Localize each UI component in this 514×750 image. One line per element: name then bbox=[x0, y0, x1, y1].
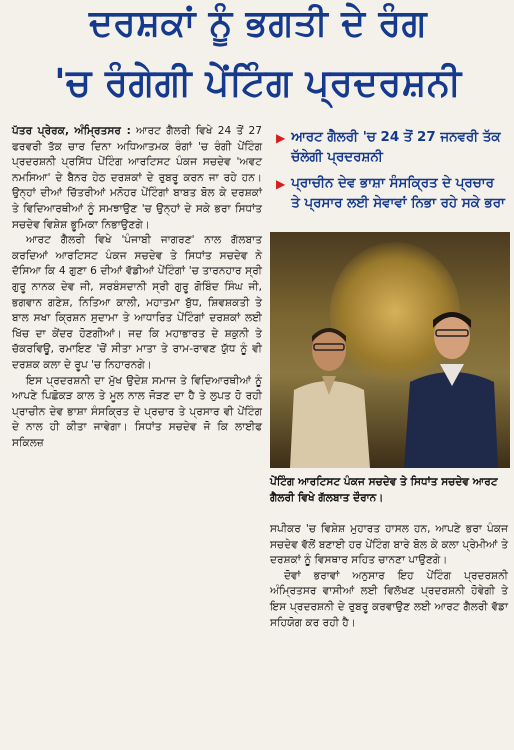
highlight-text: ਪ੍ਰਾਚੀਨ ਦੇਵ ਭਾਸ਼ਾ ਸੰਸਕ੍ਰਿਤ ਦੇ ਪ੍ਰਚਾਰ ਤੇ ਪ੍ਰਸਾਰ ਲਈ ਸੇਵਾਵਾਂ ਨਿਭਾ ਰਹੇ ਸਕੇ ਭਰਾ bbox=[291, 176, 505, 211]
person-left-figure bbox=[284, 320, 374, 468]
photo-caption: ਪੇਂਟਿੰਗ ਆਰਟਿਸਟ ਪੰਕਜ ਸਚਦੇਵ ਤੇ ਸਿਧਾਂਤ ਸਚਦੇਵ ਆਰਟ ਗੈਲਰੀ ਵਿਖੇ ਗੱਲਬਾਤ ਦੌਰਾਨ। bbox=[270, 476, 498, 504]
highlight-text: ਆਰਟ ਗੈਲਰੀ 'ਚ 24 ਤੋਂ 27 ਜਨਵਰੀ ਤੱਕ ਚੱਲੇਗੀ ਪ੍ਰਦਰਸ਼ਨੀ bbox=[291, 130, 501, 165]
triangle-bullet-icon: ▶ bbox=[276, 177, 286, 191]
person-right-figure bbox=[400, 302, 500, 468]
article-paragraph: ਆਰਟ ਗੈਲਰੀ ਵਿਖੇ 'ਪੰਜਾਬੀ ਜਾਗਰਣ' ਨਾਲ ਗੱਲਬਾਤ ਕਰਦਿਆਂ ਆਰਟਿਸਟ ਪੰਕਜ ਸਚਦੇਵ ਤੇ ਸਿਧਾਂਤ ਸਚਦੇਵ ਨੇ ਦੱਸਿਆ ਕਿ 4 ਗੁਣਾ 6 ਦੀਆਂ ਵੱਡੀਆਂ ਪੇਂਟਿੰਗਾਂ 'ਚ ਤਾਰਨਹਾਰ ਸ੍ਰੀ ਗੁਰੂ ਨਾਨਕ ਦੇਵ ਜੀ, ਸਰਬੰਸਦਾਨੀ ਸ੍ਰੀ ਗੁਰੂ ਗੋਬਿੰਦ ਸਿੰਘ ਜੀ, ਭਗਵਾਨ ਗਣੇਸ਼, ਨਿਤਿਆ ਕਾਲੀ, ਮਹਾਤਮਾ ਬੁੱਧ, ਸ਼ਿਵਸ਼ਕਤੀ ਤੇ ਬਾਲ ਸਖਾ ਕ੍ਰਿਸ਼ਨ ਸੁਦਾਮਾ ਤੇ ਆਧਾਰਿਤ ਪੇਂਟਿੰਗਾਂ ਦਰਸ਼ਕਾਂ ਲਈ ਖਿੱਚ ਦਾ ਕੇਂਦਰ ਹੋਣਗੀਆਂ। ਜਦ ਕਿ ਮਹਾਭਾਰਤ ਦੇ ਸ਼ਕੁਨੀ ਤੇ ਚੱਕਰਵਿਊ, ਰਮਾਇਣ 'ਚੋਂ ਸੀਤਾ ਮਾਤਾ ਤੇ ਰਾਮ-ਰਾਵਣ ਯੁੱਧ ਨੂੰ ਵੀ ਦਰਸ਼ਕ ਕਲਾ ਦੇ ਰੂਪ 'ਚ ਨਿਹਾਰਨਗੇ। bbox=[12, 234, 262, 371]
highlights-box bbox=[276, 128, 506, 220]
article-paragraph: ਦੋਵਾਂ ਭਰਾਵਾਂ ਅਨੁਸਾਰ ਇਹ ਪੇਂਟਿੰਗ ਪ੍ਰਦਰਸ਼ਨੀ ਅੰਮ੍ਰਿਤਸਰ ਵਾਸੀਆਂ ਲਈ ਵਿਲੱਖਣ ਪ੍ਰਦਰਸ਼ਨੀ ਹੋਵੇਗੀ ਤੇ ਇਸ ਪ੍ਰਦਰਸ਼ਨੀ ਦੇ ਰੁਬਰੂ ਕਰਵਾਉਣ ਲਈ ਆਰਟ ਗੈਲਰੀ ਵੱਡਾ ਸਹਿਯੋਗ ਕਰ ਰਹੀ ਹੈ। bbox=[270, 569, 508, 629]
article-column-right bbox=[270, 522, 508, 631]
headline-line-1: ਦਰਸ਼ਕਾਂ ਨੂੰ ਭਗਤੀ ਦੇ ਰੰਗ bbox=[88, 3, 428, 44]
headline-line-2: 'ਚ ਰੰਗੇਗੀ ਪੇਂਟਿੰਗ ਪ੍ਰਦਰਸ਼ਨੀ bbox=[54, 61, 462, 104]
dateline: ਪੱਤਰ ਪ੍ਰੇਰਕ, ਅੰਮ੍ਰਿਤਸਰ : bbox=[12, 125, 131, 137]
article-paragraph: ਸਪੀਕਰ 'ਚ ਵਿਸ਼ੇਸ਼ ਮੁਹਾਰਤ ਹਾਸਲ ਹਨ, ਆਪਣੇ ਭਰਾ ਪੰਕਜ ਸਚਦੇਵ ਵੱਲੋਂ ਬਣਾਈ ਹਰ ਪੇਂਟਿੰਗ ਬਾਰੇ ਬੋਲ ਕੇ ਕਲਾ ਪ੍ਰੇਮੀਆਂ ਤੇ ਦਰਸ਼ਕਾਂ ਨੂੰ ਵਿਸਥਾਰ ਸਹਿਤ ਚਾਨਣਾ ਪਾਉਣਗੇ। bbox=[270, 523, 508, 567]
highlight-item bbox=[276, 174, 506, 214]
triangle-bullet-icon: ▶ bbox=[276, 131, 286, 145]
highlight-item bbox=[276, 128, 506, 168]
article-text: ਆਰਟ ਗੈਲਰੀ ਵਿਖੇ 24 ਤੋਂ 27 ਫਰਵਰੀ ਤੱਕ ਚਾਰ ਦਿਨਾ ਅਧਿਆਤਮਕ ਰੰਗਾਂ 'ਚ ਰੰਗੀ ਪੇਂਟਿੰਗ ਪ੍ਰਦਰਸ਼ਨੀ ਪ੍ਰਸਿੱਧ ਪੇਂਟਿੰਗ ਆਰਟਿਸਟ ਪੰਕਜ ਸਚਦੇਵ 'ਅਵਟ ਨਮਸਿਆ' ਦੇ ਬੈਨਰ ਹੇਠ ਦਰਸ਼ਕਾਂ ਦੇ ਰੁਬਰੂ ਕਰਨ ਜਾ ਰਹੇ ਹਨ। ਉਨ੍ਹਾਂ ਦੀਆਂ ਚਿੱਤਰੀਆਂ ਮਨੋਹਰ ਪੇਂਟਿੰਗਾਂ ਬਾਬਤ ਬੋਲ ਕੇ ਦਰਸ਼ਕਾਂ ਤੇ ਵਿਦਿਆਰਥੀਆਂ ਨੂੰ ਸਮਝਾਉਣ 'ਚ ਉਨ੍ਹਾਂ ਦੇ ਸਕੇ ਭਰਾ ਸਿਧਾਂਤ ਸਚਦੇਵ ਵਿਸ਼ੇਸ਼ ਭੂਮਿਕਾ ਨਿਭਾਉਣਗੇ। bbox=[12, 125, 262, 231]
article-paragraph: ਇਸ ਪ੍ਰਦਰਸ਼ਨੀ ਦਾ ਮੁੱਖ ਉਦੇਸ਼ ਸਮਾਜ ਤੇ ਵਿਦਿਆਰਥੀਆਂ ਨੂੰ ਆਪਣੇ ਪਿਛੋਕੜ ਕਾਲ ਤੇ ਮੂਲ ਨਾਲ ਜੋੜਣ ਦਾ ਹੈ ਤੇ ਲੁਪਤ ਹੋ ਰਹੀ ਪ੍ਰਾਚੀਨ ਦੇਵ ਭਾਸ਼ਾ ਸੰਸਕ੍ਰਿਤ ਦੇ ਪ੍ਰਚਾਰ ਤੇ ਪ੍ਰਸਾਰ ਵੀ ਪੇਂਟਿੰਗ ਦੇ ਨਾਲ ਹੀ ਕੀਤਾ ਜਾਵੇਗਾ। ਸਿਧਾਂਤ ਸਚਦੇਵ ਜੋ ਕਿ ਲਾਈਫ ਸਕਿਲਜ਼ bbox=[12, 374, 262, 449]
article-column-left bbox=[12, 124, 262, 451]
article-paragraph bbox=[12, 124, 262, 233]
news-photo bbox=[270, 232, 510, 468]
